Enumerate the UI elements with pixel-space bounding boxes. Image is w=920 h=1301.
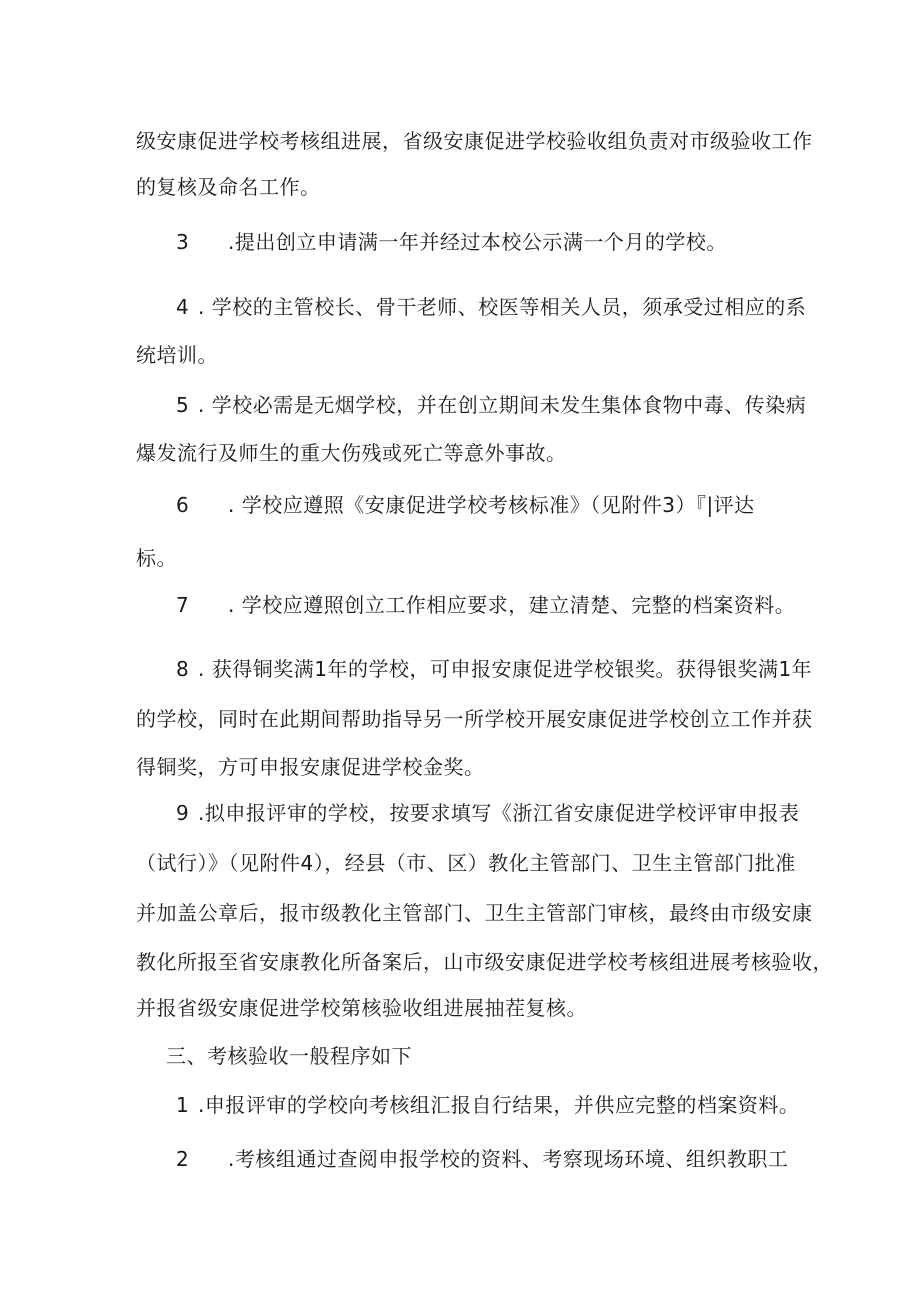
text-line: 级安康促进学校考核组进展，省级安康促进学校验收组负责对市级验收工作 [136, 129, 813, 153]
text-line: 的复核及命名工作。 [136, 175, 321, 199]
text-line: 并报省级安康促进学校第核验收组进展抽茬复核。 [136, 996, 587, 1020]
text-line: . 学校应遵照《安康促进学校考核标准》（见附件3）『|评达 [228, 493, 755, 517]
text-line: 标。 [136, 546, 177, 570]
item-number: 7 [176, 593, 189, 617]
item-number: 3 [176, 230, 189, 254]
item-number: 8 [176, 657, 189, 681]
text-line: . 学校应遵照创立工作相应要求，建立清楚、完整的档案资料。 [228, 593, 796, 617]
text-line: 爆发流行及师生的重大伤残或死亡等意外事故。 [136, 441, 567, 465]
text-line: 得铜奖，方可申报安康促进学校金奖。 [136, 755, 485, 779]
item-number: 1 [176, 1093, 189, 1117]
item-number: 4 [176, 295, 189, 319]
text-line: .拟申报评审的学校，按要求填写《浙江省安康促进学校评审申报表 [198, 801, 800, 825]
text-line: . 学校必需是无烟学校，并在创立期间未发生集体食物中毒、传染病 [198, 393, 807, 417]
text-line: .申报评审的学校向考核组汇报自行结果，并供应完整的档案资料。 [198, 1093, 800, 1117]
text-line: 教化所报至省安康教化所备案后，山市级安康促进学校考核组进展考核验收， [136, 950, 833, 974]
item-number: 2 [176, 1147, 189, 1171]
text-line: 统培训。 [136, 343, 218, 367]
item-number: 6 [176, 493, 189, 517]
item-number: 5 [176, 393, 189, 417]
text-line: （试行）》（见附件4），经县（市、区）教化主管部门、卫生主管部门批准 [136, 851, 796, 875]
text-line: .提出创立申请满一年并经过本校公示满一个月的学校。 [228, 230, 727, 254]
text-line: . 获得铜奖满1年的学校，可申报安康促进学校银奖。获得银奖满1年 [198, 657, 813, 681]
text-line: 并加盖公章后，报市级教化主管部门、卫生主管部门审核，最终由市级安康 [136, 901, 813, 925]
text-line: . 学校的主管校长、骨干老师、校医等相关人员，须承受过相应的系 [198, 295, 807, 319]
section-heading: 三、考核验收一般程序如下 [166, 1044, 412, 1068]
text-line: .考核组通过查阅申报学校的资料、考察现场环境、组织教职工 [228, 1147, 789, 1171]
item-number: 9 [176, 801, 189, 825]
text-line: 的学校，同时在此期间帮助指导另一所学校开展安康促进学校创立工作并获 [136, 707, 813, 731]
